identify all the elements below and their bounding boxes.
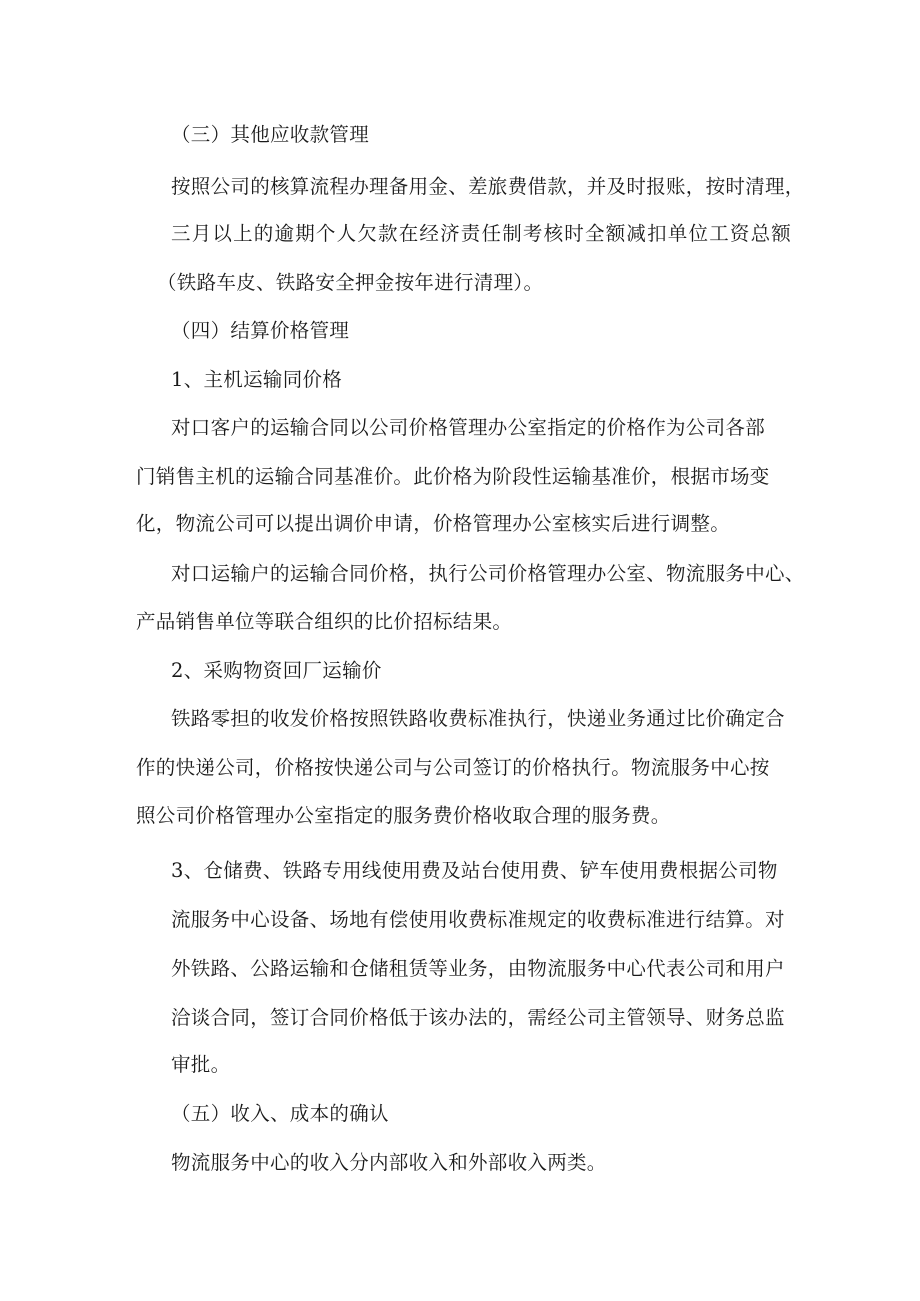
paragraph-line: 审批。 <box>171 1053 231 1076</box>
paragraph-line: 物流服务中心的收入分内部收入和外部收入两类。 <box>171 1151 607 1174</box>
paragraph-line: 产品销售单位等联合组织的比价招标结果。 <box>136 610 513 633</box>
paragraph-line: 照公司价格管理办公室指定的服务费价格收取合理的服务费。 <box>136 804 671 827</box>
subheading-purchase-transport-price: 2、采购物资回厂运输价 <box>171 659 382 682</box>
paragraph-line: 作的快递公司，价格按快递公司与公司签订的价格执行。物流服务中心按 <box>136 756 770 779</box>
paragraph-line: 对口运输户的运输合同价格，执行公司价格管理办公室、物流服务中心、 <box>171 562 805 585</box>
paragraph-line: 三月以上的逾期个人欠款在经济责任制考核时全额减扣单位工资总额 <box>171 222 793 245</box>
paragraph-line: （铁路车皮、铁路安全押金按年进行清理）。 <box>157 271 544 294</box>
paragraph-line: 化，物流公司可以提出调价申请，价格管理办公室核实后进行调整。 <box>136 512 731 535</box>
section-heading-settlement-price: （四）结算价格管理 <box>171 319 350 342</box>
paragraph-line: 按照公司的核算流程办理备用金、差旅费借款，并及时报账，按时清理， <box>171 175 805 198</box>
paragraph-line: 流服务中心设备、场地有偿使用收费标准规定的收费标准进行结算。对 <box>171 908 785 931</box>
paragraph-line: 洽谈合同，签订合同价格低于该办法的，需经公司主管领导、财务总监 <box>171 1006 785 1029</box>
paragraph-line: 外铁路、公路运输和仓储租赁等业务，由物流服务中心代表公司和用户 <box>171 957 785 980</box>
paragraph-line: 3、仓储费、铁路专用线使用费及站台使用费、铲车使用费根据公司物 <box>171 859 778 882</box>
paragraph-line: 铁路零担的收发价格按照铁路收费标准执行，快递业务通过比价确定合 <box>171 707 785 730</box>
section-heading-revenue-cost: （五）收入、成本的确认 <box>171 1102 389 1125</box>
paragraph-line: 门销售主机的运输合同基准价。此价格为阶段性运输基准价，根据市场变 <box>136 465 770 488</box>
subheading-main-transport-price: 1、主机运输同价格 <box>171 368 343 391</box>
paragraph-line: 对口客户的运输合同以公司价格管理办公室指定的价格作为公司各部 <box>171 416 766 439</box>
section-heading-other-receivables: （三）其他应收款管理 <box>171 123 370 146</box>
